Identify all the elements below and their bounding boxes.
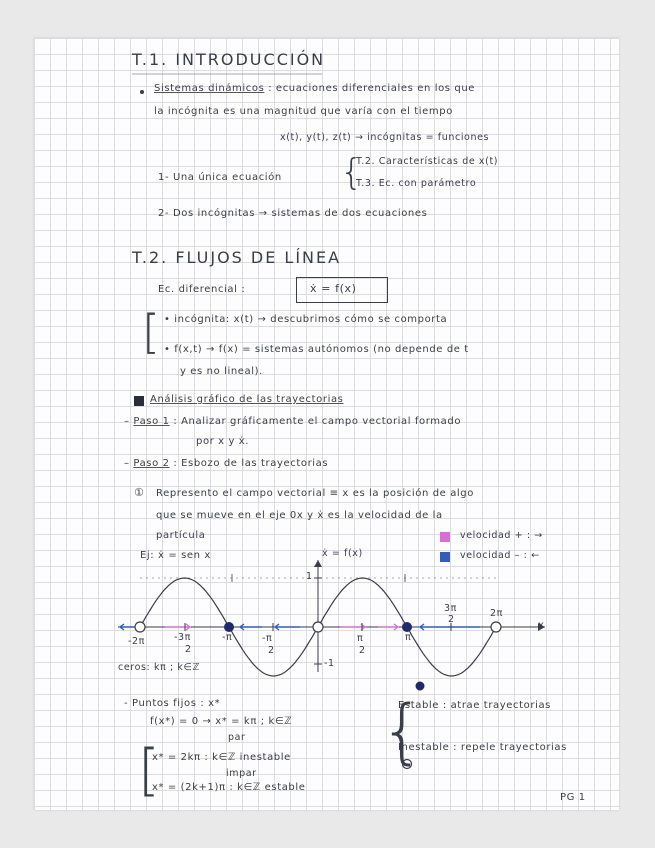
paso1-label: Paso 1 <box>133 416 170 427</box>
rep-line2: que se mueve en el eje 0x y ẋ es la velocidad de la <box>156 510 443 521</box>
unstable-text: Inestable : repele trayectorias <box>398 742 567 753</box>
tick-minus-pi: -π <box>222 632 233 643</box>
stable-dot-icon <box>416 682 425 691</box>
page-number: PG 1 <box>560 792 586 803</box>
ec-label: Ec. diferencial : <box>158 284 246 295</box>
par-note: par <box>228 732 246 743</box>
analysis-heading: Análisis gráfico de las trayectorias <box>150 394 344 405</box>
zeros-note: ceros: kπ ; k∈ℤ <box>118 662 201 673</box>
tick-pi: π <box>405 632 412 643</box>
line3: x(t), y(t), z(t) → incógnitas = funciones <box>280 132 490 143</box>
case2: 2- Dos incógnitas → sistemas de dos ecuaciones <box>158 208 428 219</box>
tick-pi2-num: π <box>357 633 364 644</box>
bullet-incognita: • incógnita: x(t) → descubrimos cómo se comporta <box>164 314 448 325</box>
rep-line3: partícula <box>156 530 206 541</box>
rep-line1: Represento el campo vectorial ≡ x es la posición de algo <box>156 488 474 499</box>
term-sistemas-dinamicos: Sistemas dinámicos <box>154 83 265 94</box>
impar-note: impar <box>226 768 257 779</box>
brace-icon: { <box>340 152 363 193</box>
section-2-title: T.2. FLUJOS DE LÍNEA <box>132 248 342 267</box>
brace-icon: [ <box>142 305 160 359</box>
tick-minus-3pi2-sign: - <box>174 632 179 643</box>
tick-3pi2-num: 3π <box>444 603 457 614</box>
y-one-label: 1 <box>306 571 313 582</box>
case1-b: T.3. Ec. con parámetro <box>356 178 477 189</box>
bullet-autonomos: • f(x,t) → f(x) = sistemas autónomos (no depende de t <box>164 344 469 355</box>
section-1-title: T.1. INTRODUCCIÓN <box>132 50 326 69</box>
example-label: Ej: ẋ = sen x <box>140 550 211 561</box>
legend-negative: velocidad – : ← <box>460 550 540 561</box>
fixed-title: - Puntos fijos : x* <box>124 698 221 709</box>
unstable-circle-icon <box>403 760 412 769</box>
x-axis-label: x <box>538 620 545 631</box>
y-neg-one-label: -1 <box>324 658 335 669</box>
paso1-text2: por x y ẋ. <box>196 436 250 447</box>
bracket-icon: [ <box>138 738 160 803</box>
fixed-eq: f(x*) = 0 → x* = kπ ; k∈ℤ <box>150 716 293 727</box>
tick-minus-pi2-den: 2 <box>268 645 275 656</box>
tick-minus-pi2-sign: - <box>262 633 267 644</box>
bullet-autonomos-cont: y es no lineal). <box>180 366 263 377</box>
paso1-text: : Analizar gráficamente el campo vectorial formado <box>173 416 462 427</box>
fixed-odd: x* = (2k+1)π : k∈ℤ estable <box>152 782 306 793</box>
case1-label: 1- Una única ecuación <box>158 172 282 183</box>
paso2-text: : Esbozo de las trayectorias <box>173 458 329 469</box>
line1-rest: : ecuaciones diferenciales en los que <box>268 83 476 94</box>
stable-text: Estable : atrae trayectorias <box>398 700 551 711</box>
legend-positive: velocidad + : → <box>460 530 543 541</box>
step-number: ① <box>134 486 145 499</box>
tick-minus-3pi2-den: 2 <box>185 644 192 655</box>
tick-minus-2pi: -2π <box>128 636 145 647</box>
tick-2pi: 2π <box>490 608 503 619</box>
ec-formula: ẋ = f(x) <box>310 282 357 295</box>
fixed-even: x* = 2kπ : k∈ℤ inestable <box>152 752 291 763</box>
brace-icon: { <box>380 690 425 772</box>
y-axis-label: ẋ = f(x) <box>322 548 363 559</box>
tick-pi2-den: 2 <box>359 645 366 656</box>
tick-minus-pi2-num: π <box>266 633 273 644</box>
tick-minus-3pi2-num: 3π <box>178 632 191 643</box>
case1-a: T.2. Características de x(t) <box>356 156 499 167</box>
line2: la incógnita es una magnitud que varía con el tiempo <box>154 106 453 117</box>
paso2-label: Paso 2 <box>133 458 170 469</box>
tick-3pi2-den: 2 <box>448 614 455 625</box>
